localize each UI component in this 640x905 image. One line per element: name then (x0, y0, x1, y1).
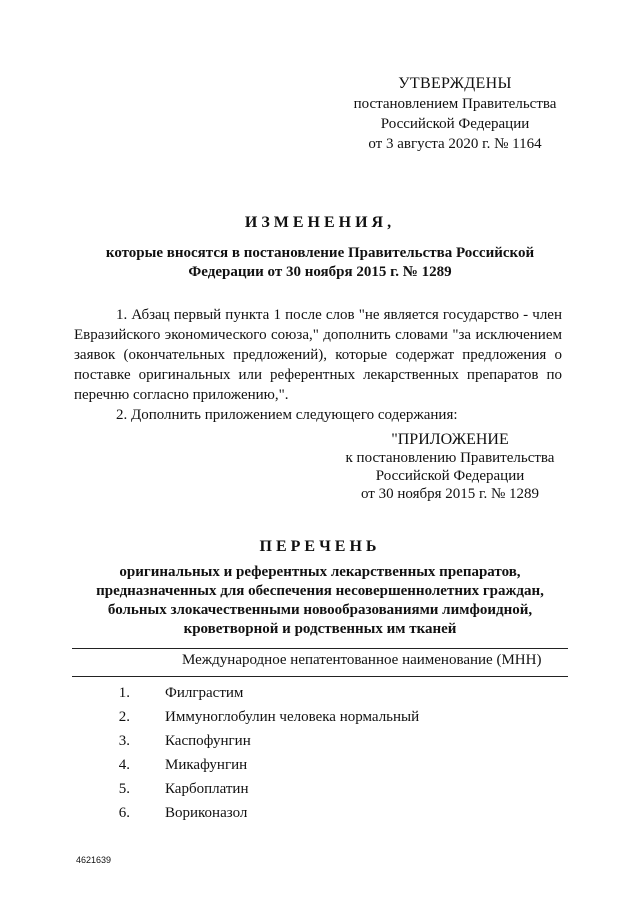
row-name: Каспофунгин (165, 733, 251, 749)
table-row (0, 685, 640, 705)
table-header-rule (72, 676, 568, 677)
paragraph-1: 1. Абзац первый пункта 1 после слов "не является государство - член Евразийского экономического союза," дополнить словами "за исключением заявок (окончательных предложений), которые содержат предложения о поставке оригинальных или референтных лекарственных препаратов по перечню согласно приложению,". (74, 307, 562, 403)
row-number: 2. (118, 709, 130, 725)
list-subtitle-line-4: кроветворной и родственных им тканей (183, 621, 457, 637)
table-column-header: Международное непатентованное наименование (МНН) (182, 652, 542, 668)
row-number: 6. (118, 805, 130, 821)
appendix-line-2: Российской Федерации (375, 468, 525, 484)
row-name: Карбоплатин (165, 781, 249, 797)
subtitle-line-1: которые вносятся в постановление Правительства Российской (105, 245, 535, 261)
row-number: 4. (118, 757, 130, 773)
list-subtitle-line-2: предназначенных для обеспечения несовершеннолетних граждан, (96, 583, 544, 599)
row-name: Филграстим (165, 685, 244, 701)
appendix-block (330, 431, 570, 503)
document-id: 4621639 (76, 855, 112, 865)
approval-line-2: Российской Федерации (380, 116, 530, 132)
approval-line-3: от 3 августа 2020 г. № 1164 (368, 136, 542, 152)
row-number: 3. (118, 733, 130, 749)
list-title: ПЕРЕЧЕНЬ (259, 538, 381, 555)
approval-heading: УТВЕРЖДЕНЫ (398, 75, 512, 92)
table-row (0, 757, 640, 777)
subtitle-line-2: Федерации от 30 ноября 2015 г. № 1289 (188, 264, 452, 280)
row-number: 1. (118, 685, 130, 701)
table-top-rule (72, 648, 568, 649)
row-name: Иммуноглобулин человека нормальный (165, 709, 420, 725)
table-row (0, 805, 640, 825)
appendix-line-1: к постановлению Правительства (345, 450, 555, 466)
approval-line-1: постановлением Правительства (353, 96, 557, 112)
table-row (0, 709, 640, 729)
table-row (0, 781, 640, 801)
list-subtitle (60, 563, 580, 639)
table-row (0, 733, 640, 753)
list-subtitle-line-3: больных злокачественными новообразованиями лимфоидной, (107, 602, 533, 618)
list-subtitle-line-1: оригинальных и референтных лекарственных препаратов, (119, 564, 521, 580)
row-number: 5. (118, 781, 130, 797)
row-name: Вориконазол (165, 805, 248, 821)
approval-block (330, 74, 580, 154)
appendix-heading: "ПРИЛОЖЕНИЕ (391, 431, 509, 448)
document-subtitle (60, 244, 580, 282)
paragraph-2: 2. Дополнить приложением следующего содержания: (116, 407, 458, 423)
document-title: ИЗМЕНЕНИЯ, (244, 214, 396, 231)
row-name: Микафунгин (165, 757, 248, 773)
appendix-line-3: от 30 ноября 2015 г. № 1289 (360, 486, 540, 502)
